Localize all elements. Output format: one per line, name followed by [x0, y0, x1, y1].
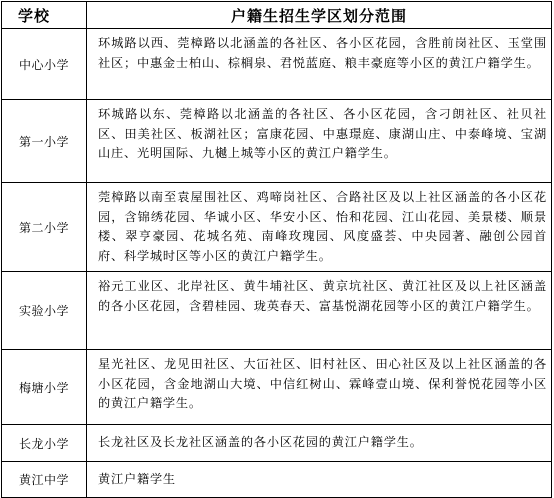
- school-name: 第一小学: [2, 100, 87, 183]
- district-scope: 星光社区、龙见田社区、大冚社区、旧村社区、田心社区及以上社区涵盖的各小区花园，含金地湖山大境、中信红树山、霖峰壹山境、保利誉悦花园等小区的黄江户籍学生。: [87, 350, 552, 425]
- table-row: [2, 425, 552, 462]
- school-district-table: [1, 1, 552, 498]
- table-row: [2, 183, 552, 272]
- district-scope: 环城路以东、莞樟路以北涵盖的各社区、各小区花园，含刁朗社区、社贝社区、田美社区、板湖社区；富康花园、中惠璟庭、康湖山庄、中泰峰境、宝湖山庄、光明国际、九樾上城等小区的黄江户籍学生。: [87, 100, 552, 183]
- table-row: [2, 272, 552, 350]
- school-name: 梅塘小学: [2, 350, 87, 425]
- table-row: [2, 350, 552, 425]
- header-area: 户籍生招生学区划分范围: [87, 2, 552, 29]
- table-row: [2, 462, 552, 498]
- school-name: 第二小学: [2, 183, 87, 272]
- district-scope: 黄江户籍学生: [87, 462, 552, 498]
- district-scope: 裕元工业区、北岸社区、黄牛埔社区、黄京坑社区、黄江社区及以上社区涵盖的各小区花园，含碧桂园、珑英春天、富基悦湖花园等小区的黄江户籍学生。: [87, 272, 552, 350]
- header-school: 学校: [2, 2, 87, 29]
- table-row: [2, 29, 552, 100]
- table-row: [2, 100, 552, 183]
- table-header-row: [2, 2, 552, 29]
- district-scope: 长龙社区及长龙社区涵盖的各小区花园的黄江户籍学生。: [87, 425, 552, 462]
- school-name: 实验小学: [2, 272, 87, 350]
- district-scope: 环城路以西、莞樟路以北涵盖的各社区、各小区花园，含胜前岗社区、玉堂围社区；中惠金士柏山、棕榈泉、君悦蓝庭、粮丰豪庭等小区的黄江户籍学生。: [87, 29, 552, 100]
- school-name: 黄江中学: [2, 462, 87, 498]
- school-name: 长龙小学: [2, 425, 87, 462]
- district-scope: 莞樟路以南至袁屋围社区、鸡啼岗社区、合路社区及以上社区涵盖的各小区花园，含锦绣花园、华诚小区、华安小区、怡和花园、江山花园、美景楼、顺景楼、翠亨豪园、花城名苑、南峰玫瑰园、风度盛荟、中央园著、融创公园首府、科学城时区等小区的黄江户籍学生。: [87, 183, 552, 272]
- school-name: 中心小学: [2, 29, 87, 100]
